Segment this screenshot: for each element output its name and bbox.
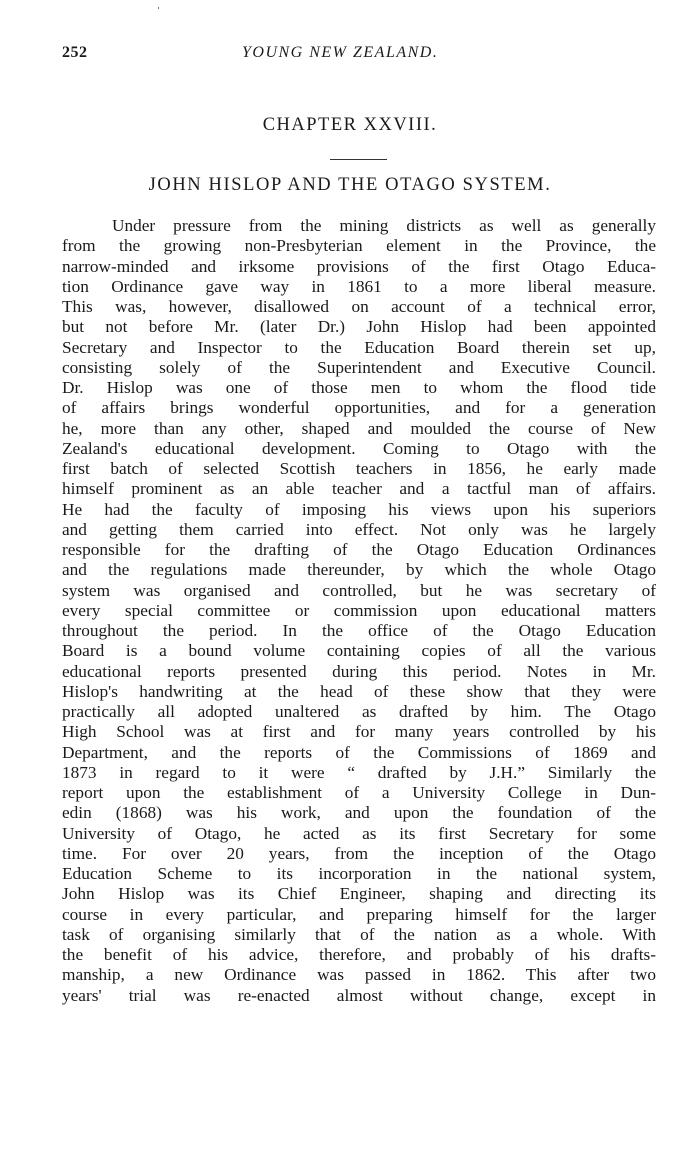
text-line: system was organised and controlled, but he was secretary of bbox=[62, 580, 656, 600]
text-line: educational reports presented during this period. Notes in Mr. bbox=[62, 661, 656, 681]
text-line: from the growing non-Presbyterian element in the Province, the bbox=[62, 236, 656, 256]
text-line: Under pressure from the mining districts as well as generally bbox=[112, 216, 656, 235]
text-line: University of Otago, he acted as its first Secretary for some bbox=[62, 823, 656, 843]
text-line: Dr. Hislop was one of those men to whom the flood tide bbox=[62, 378, 656, 397]
text-line: Board is a bound volume containing copies of all the various bbox=[62, 641, 656, 661]
text-line: every special committee or commission upon educational matters bbox=[62, 600, 656, 620]
text-line: task of organising similarly that of the nation as a whole. With bbox=[62, 924, 656, 944]
text-line: practically all adopted unaltered as drafted by him. The Otago bbox=[62, 702, 656, 721]
text-line: of affairs brings wonderful opportunities, and for a generation bbox=[62, 398, 656, 418]
print-speck bbox=[158, 7, 159, 9]
text-line: and the regulations made thereunder, by which the whole Otago bbox=[62, 560, 656, 580]
text-line: throughout the period. In the office of the Otago Education bbox=[62, 621, 656, 640]
text-line: himself prominent as an able teacher and a tactful man of affairs. bbox=[62, 479, 656, 499]
text-line: first batch of selected Scottish teachers in 1856, he early made bbox=[62, 459, 656, 478]
text-line: This was, however, disallowed on account of a technical error, bbox=[62, 297, 656, 316]
text-line: responsible for the drafting of the Otago Education Ordinances bbox=[62, 540, 656, 559]
text-line: Department, and the reports of the Commissions of 1869 and bbox=[62, 742, 656, 762]
text-line: report upon the establishment of a University College in Dun- bbox=[62, 783, 656, 802]
text-line: but not before Mr. (later Dr.) John Hislop had been appointed bbox=[62, 317, 656, 337]
text-line: John Hislop was its Chief Engineer, shaping and directing its bbox=[62, 884, 656, 904]
text-line: Secretary and Inspector to the Education Board therein set up, bbox=[62, 337, 656, 357]
text-line: 1873 in regard to it were “ drafted by J.H.” Similarly the bbox=[62, 762, 656, 782]
body-paragraph bbox=[62, 216, 656, 1006]
text-line: the benefit of his advice, therefore, and probably of his drafts- bbox=[62, 945, 656, 964]
text-line: and getting them carried into effect. Not only was he largely bbox=[62, 519, 656, 539]
text-line: years' trial was re-enacted almost without change, except in bbox=[62, 985, 656, 1005]
page-header bbox=[62, 44, 660, 68]
text-line: course in every particular, and preparing himself for the larger bbox=[62, 904, 656, 924]
text-line: High School was at first and for many years controlled by his bbox=[62, 722, 656, 742]
chapter-rule bbox=[330, 159, 387, 160]
page-number: 252 bbox=[62, 44, 88, 61]
running-head: YOUNG NEW ZEALAND. bbox=[242, 44, 439, 61]
text-line: Zealand's educational development. Coming to Otago with the bbox=[62, 438, 656, 458]
chapter-number: CHAPTER XXVIII. bbox=[262, 115, 438, 135]
text-line: time. For over 20 years, from the inception of the Otago bbox=[62, 843, 656, 863]
text-line: consisting solely of the Superintendent and Executive Council. bbox=[62, 357, 656, 377]
chapter-title: JOHN HISLOP AND THE OTAGO SYSTEM. bbox=[148, 175, 552, 195]
text-line: narrow-minded and irksome provisions of the first Otago Educa- bbox=[62, 256, 656, 276]
text-line: manship, a new Ordinance was passed in 1862. This after two bbox=[62, 965, 656, 985]
text-line: tion Ordinance gave way in 1861 to a more liberal measure. bbox=[62, 276, 656, 296]
text-line: He had the faculty of imposing his views upon his superiors bbox=[62, 499, 656, 519]
text-line: he, more than any other, shaped and moulded the course of New bbox=[62, 418, 656, 438]
text-line: Education Scheme to its incorporation in the national system, bbox=[62, 864, 656, 883]
text-line: Hislop's handwriting at the head of these show that they were bbox=[62, 681, 656, 701]
text-line: edin (1868) was his work, and upon the foundation of the bbox=[62, 803, 656, 823]
